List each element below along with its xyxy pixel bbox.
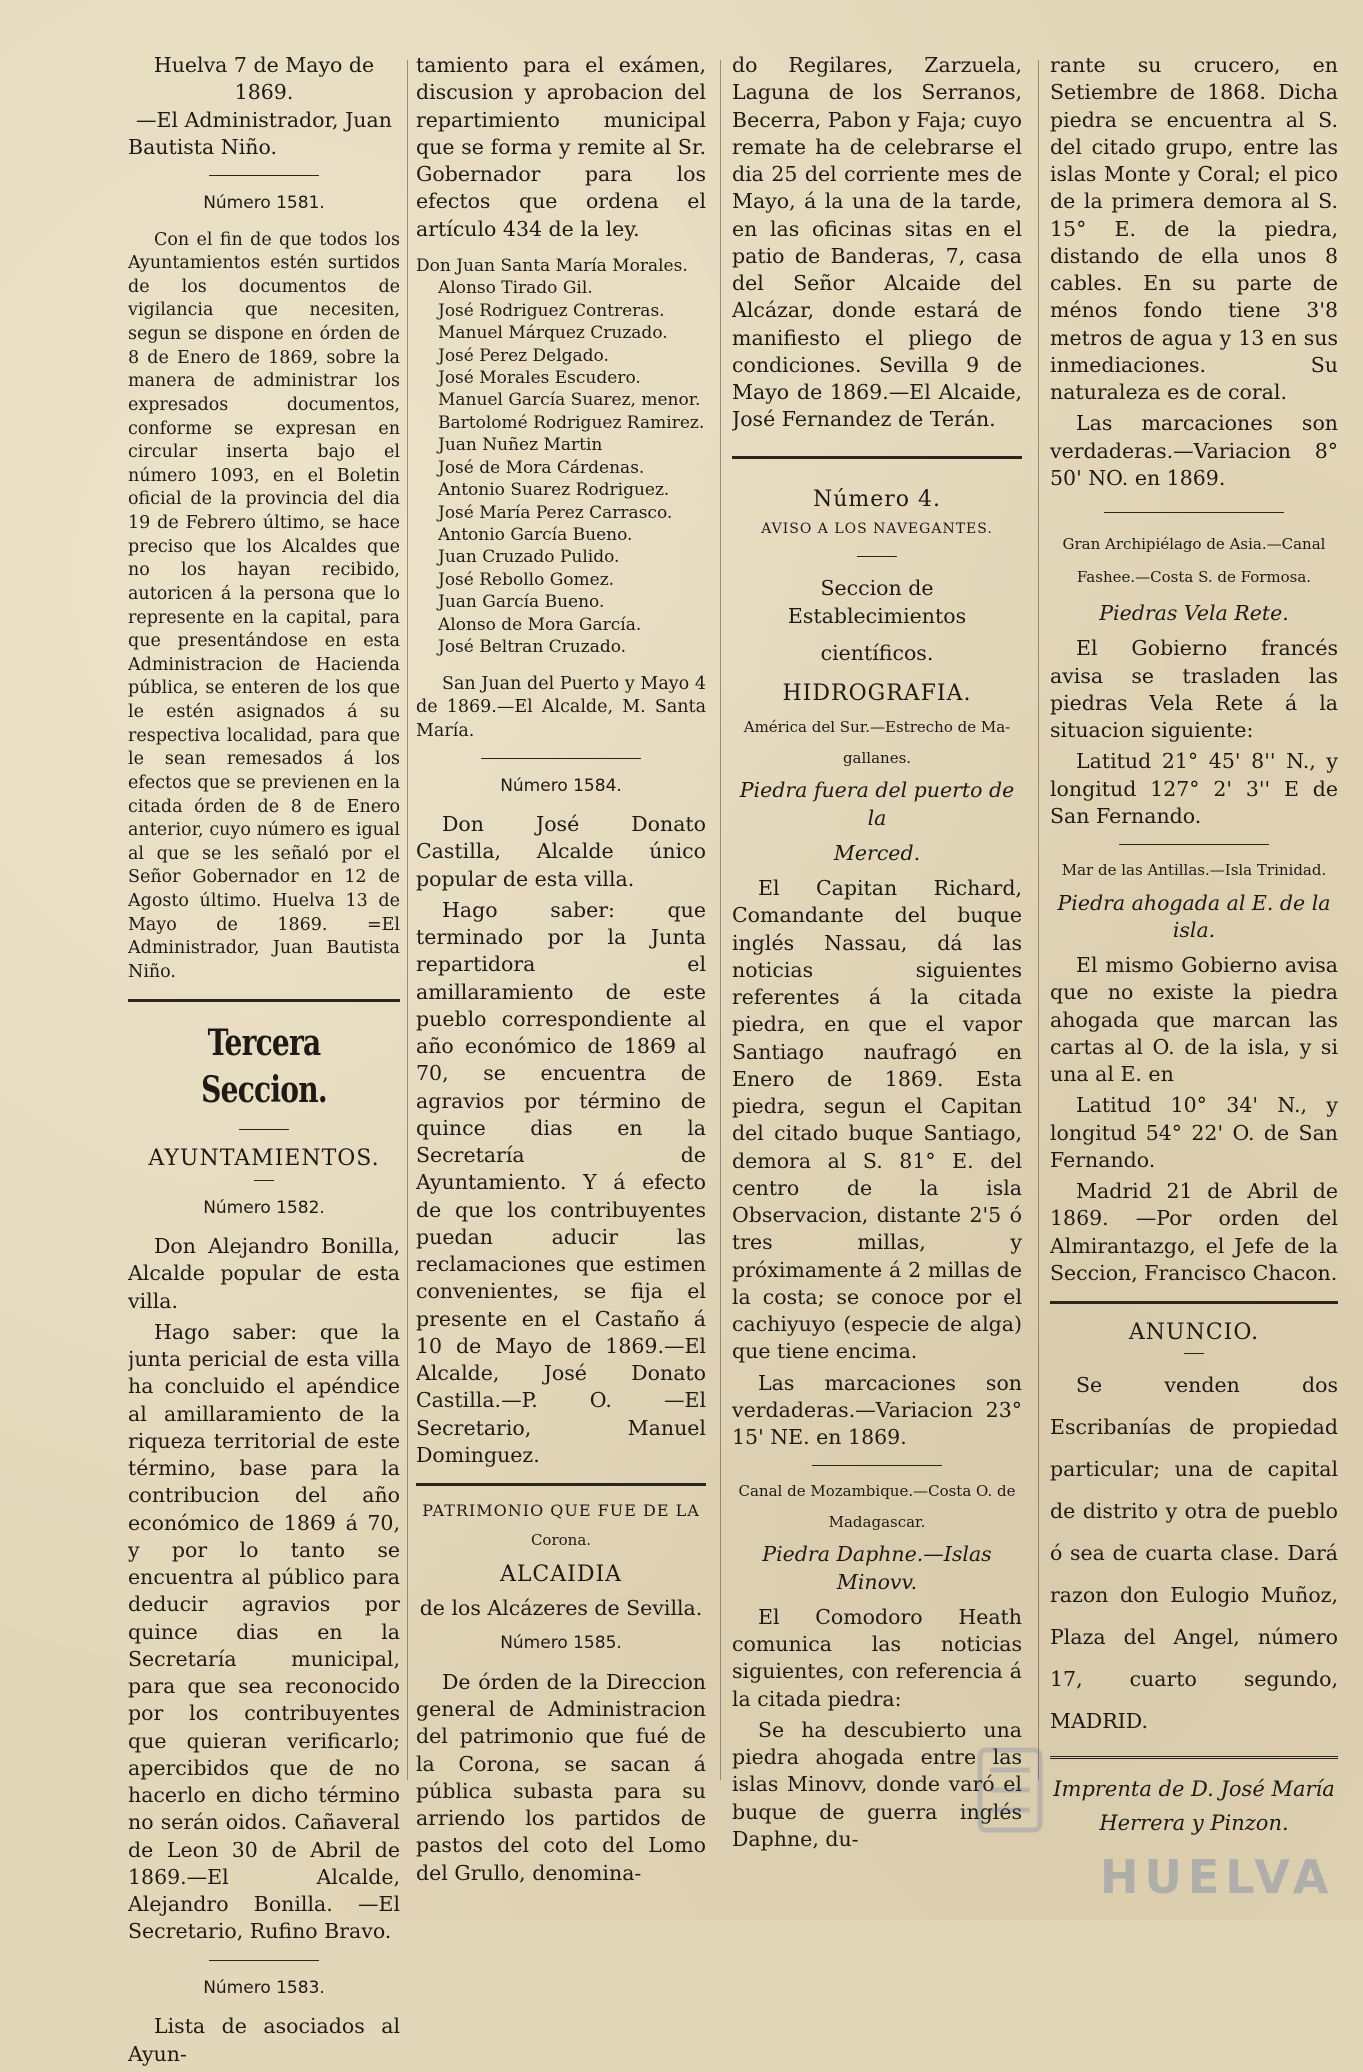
notice-number: Número 1581. — [203, 193, 325, 213]
list-item: Juan García Bueno. — [438, 592, 605, 613]
list-item: José Beltran Cruzado. — [438, 637, 627, 658]
list-item: Antonio Suarez Rodriguez. — [438, 480, 670, 501]
region-heading: Fashee.—Costa S. de Formosa. — [1076, 567, 1312, 586]
divider — [209, 1960, 319, 1961]
section-title: Tercera Seccion. — [201, 1021, 327, 1112]
notice-body: De órden de la Direccion general de Administracion del patrimonio que fué de la Corona, se sacan á pública subasta para su arriendo los partidos de pastos del coto del Lomo del Grullo, denomina- — [416, 1669, 706, 1885]
region-heading: gallanes. — [842, 748, 912, 767]
section-heading: PATRIMONIO QUE FUE DE LA — [422, 1501, 700, 1521]
notice-heading: Don Alejandro Bonilla, Alcalde popular de esta villa. — [128, 1234, 400, 1313]
column-rule — [407, 60, 408, 1780]
list-item: José Rebollo Gomez. — [438, 569, 615, 590]
region-heading: Canal de Mozambique.—Costa O. de — [738, 1482, 1016, 1501]
notice-body: El Capitan Richard, Comandante del buque inglés Nassau, dá las noticias siguientes referentes á la citada piedra, en que el vapor Santiago naufragó en Enero de 1869. Esta piedra, segun el Capitan del citado buque Santiago, demora al S. 81° E. del centro de la isla Observacion, distante 2'5 ó tres millas, y próximamente á 2 millas de la costa; se conoce por el cachiyuyo (especie de alga) que tiene encima. — [732, 876, 1022, 1364]
divider — [128, 999, 400, 1002]
notice-body: El Gobierno francés avisa se trasladen las piedras Vela Rete á la situacion siguiente: — [1050, 636, 1338, 742]
notice-number: Número 1584. — [500, 775, 622, 796]
divider — [254, 1180, 274, 1181]
section-heading: AYUNTAMIENTOS. — [148, 1146, 380, 1172]
column-2 — [416, 52, 706, 1891]
list-item: Manuel Márquez Cruzado. — [438, 323, 668, 344]
item-heading: Merced. — [833, 840, 921, 865]
region-heading: Madagascar. — [828, 1512, 926, 1531]
divider — [812, 1465, 942, 1466]
notice-body: Latitud 21° 45' 8'' N., y longitud 127° 2' 3'' E de San Fernando. — [1050, 749, 1338, 828]
signature: Madrid 21 de Abril de 1869. —Por orden del Almirantazgo, el Jefe de la Seccion, Francisco Chacon. — [1050, 1179, 1338, 1285]
section-heading: ALCAIDIA — [499, 1561, 623, 1587]
notice-body: Latitud 10° 34' N., y longitud 54° 22' O. de San Fernando. — [1050, 1093, 1338, 1172]
section-heading: Seccion de Establecimientos — [787, 576, 967, 628]
divider — [1184, 1353, 1204, 1354]
divider — [481, 758, 641, 759]
list-item: José Perez Delgado. — [438, 345, 609, 366]
column-3 — [732, 52, 1022, 1857]
divider — [1104, 512, 1284, 513]
notice-body: Se ha descubierto una piedra ahogada entre las islas Minovv, donde varó el buque de guerra inglés Daphne, du- — [732, 1717, 1022, 1851]
notice-body: rante su crucero, en Setiembre de 1868. Dicha piedra se encuentra al S. del citado grupo, entre las islas Monte y Coral; el pico de la primera demora al S. 15° E. de la piedra, distando de ella unos 8 cables. En su parte de ménos fondo tiene 3'8 metros de agua y 13 en sus inmediaciones. Su naturaleza es de coral. — [1050, 53, 1338, 404]
list-item: José de Mora Cárdenas. — [438, 457, 645, 478]
notice-body: Con el fin de que todos los Ayuntamientos estén surtidos de los documentos de vigilancia que necesiten, segun se dispone en órden de 8 de Enero de 1869, sobre la manera de administrar los expresados documentos, conforme se expresan en circular inserta bajo el número 1093, en el Boletin oficial de la provincia del dia 19 de Febrero último, se hace preciso que los Alcaldes que no los hayan recibido, autoricen á la persona que lo represente en la capital, para que presentándose en esta Administracion de Hacienda pública, se enteren de los que le estén asignados á su respectiva localidad, para que le sean remesados á los efectos que se previenen en la citada órden de 8 de Enero anterior, cuyo número es igual al que se les señaló por el Señor Gobernador en 12 de Agosto último. Huelva 13 de Mayo de 1869. =El Administrador, Juan Bautista Niño. — [128, 229, 400, 982]
column-1 — [128, 52, 400, 2072]
item-heading: Piedras Vela Rete. — [1099, 601, 1289, 625]
column-rule — [1038, 60, 1039, 1780]
advert-body: Se venden dos Escribanías de propiedad particular; una de capital de distrito y otra de pueblo ó sea de cuarta clase. Dará razon don Eulogio Muñoz, Plaza del Angel, número 17, cuarto segundo, MADRID. — [1050, 1373, 1338, 1734]
notice-body: Lista de asociados al Ayun- — [128, 2014, 400, 2066]
notice-body: El mismo Gobierno avisa que no existe la piedra ahogada que marcan las cartas al O. de la isla, y si una al E. en — [1050, 953, 1338, 1086]
list-item: José Rodriguez Contreras. — [438, 300, 665, 321]
divider — [732, 456, 1022, 459]
divider — [209, 175, 319, 176]
intro-line: Bautista Niño. — [128, 134, 277, 159]
section-heading: Corona. — [530, 1531, 592, 1550]
list-item: Bartolomé Rodriguez Ramirez. — [438, 412, 705, 433]
region-heading: América del Sur.—Estrecho de Ma- — [743, 718, 1011, 737]
notice-body: Hago saber: que terminado por la Junta repartidora el amillaramiento de este pueblo correspondiente al año económico de 1869 al 70, se encuentra de agravios por término de quince dias en la Secretaría de Ayuntamiento. Y á efecto de que los contribuyentes puedan aducir las reclamaciones que estimen convenientes, se fija el presente en el Castaño á 10 de Mayo de 1869.—El Alcalde, José Donato Castilla.—P. O. —El Secretario, Manuel Dominguez. — [416, 897, 706, 1467]
list-item: Juan Nuñez Martin — [438, 435, 603, 456]
section-heading: AVISO A LOS NAVEGANTES. — [761, 520, 993, 537]
notice-heading: Don José Donato Castilla, Alcalde único popular de esta villa. — [416, 812, 706, 891]
list-item: Antonio García Bueno. — [438, 525, 633, 545]
divider — [239, 1129, 289, 1130]
list-item: José María Perez Carrasco. — [438, 502, 673, 523]
notice-body: El Comodoro Heath comunica las noticias siguientes, con referencia á la citada piedra: — [732, 1604, 1022, 1711]
section-heading: HIDROGRAFIA. — [782, 681, 972, 707]
list-item: Juan Cruzado Pulido. — [438, 547, 620, 568]
item-heading: Piedra ahogada al E. de la isla. — [1057, 890, 1331, 942]
region-heading: Mar de las Antillas.—Isla Trinidad. — [1061, 861, 1327, 879]
divider — [857, 556, 897, 557]
divider — [1050, 1301, 1338, 1304]
region-heading: Gran Archipiélago de Asia.—Canal — [1062, 535, 1326, 553]
notice-body: Hago saber: que la junta pericial de esta villa ha concluido el apéndice al amillaramiento de la riqueza territorial de este término, base para la contribucion del año económico de 1869 á 70, y por lo tanto se encuentra al público para deducir agravios por quince dias en la Secretaría municipal, para que sea reconocido por los contribuyentes que quieran verificarlo; apercibidos que de no hacerlo en dicho término no serán oidos. Cañaveral de Leon 30 de Abril de 1869.—El Alcalde, Alejandro Bonilla. —El Secretario, Rufino Bravo. — [128, 1319, 400, 1944]
notice-number: Número 1585. — [500, 1633, 622, 1654]
list-item: Alonso de Mora García. — [438, 614, 642, 635]
item-heading: Piedra fuera del puerto de la — [739, 778, 1015, 830]
notice-body: tamiento para el exámen, discusion y aprobacion del repartimiento municipal que se forma y remite al Sr. Gobernador para los efectos que ordena el artículo 434 de la ley. — [416, 53, 706, 241]
list-item: Alonso Tirado Gil. — [438, 278, 593, 299]
list-item: José Morales Escudero. — [438, 367, 641, 388]
column-rule — [720, 60, 721, 1780]
notice-number: Número 1582. — [203, 1197, 325, 1218]
list-item: Manuel García Suarez, menor. — [438, 390, 701, 411]
archive-stamp-label: HUELVA — [1100, 1850, 1335, 1904]
notice-body: Las marcaciones son verdaderas.—Variacion 23° 15' NE. en 1869. — [732, 1370, 1022, 1450]
notice-number: Número 4. — [812, 486, 942, 512]
item-heading: Piedra Daphne.—Islas Minovv. — [762, 1542, 992, 1594]
printer-line: Herrera y Pinzon. — [1099, 1810, 1289, 1835]
column-4 — [1050, 52, 1338, 1837]
section-subheading: de los Alcázeres de Sevilla. — [419, 1596, 703, 1621]
section-heading: científicos. — [820, 640, 934, 665]
list-item: Don Juan Santa María Morales. — [416, 255, 688, 276]
notice-number: Número 1583. — [203, 1977, 325, 1998]
intro-line: —El Administrador, Juan — [136, 107, 392, 132]
section-heading: ANUNCIO. — [1128, 1320, 1260, 1345]
divider — [1119, 844, 1269, 845]
notice-body: do Regilares, Zarzuela, Laguna de los Serranos, Becerra, Pabon y Faja; cuyo remate ha de celebrarse el dia 25 del corriente mes de Mayo, á la una de la tarde, en las oficinas sitas en el patio de Banderas, 7, casa del Señor Alcaide del Alcázar, donde estará de manifiesto el pliego de condiciones. Sevilla 9 de Mayo de 1869.—El Alcaide, José Fernandez de Terán. — [732, 53, 1022, 432]
signature: San Juan del Puerto y Mayo 4 de 1869.—El Alcalde, M. Santa María. — [416, 673, 706, 741]
intro-line: Huelva 7 de Mayo de 1869. — [153, 53, 375, 105]
divider — [416, 1483, 706, 1486]
printer-line: Imprenta de D. José María — [1053, 1777, 1335, 1802]
notice-body: Las marcaciones son verdaderas.—Variacion 8° 50' NO. en 1869. — [1050, 411, 1338, 490]
